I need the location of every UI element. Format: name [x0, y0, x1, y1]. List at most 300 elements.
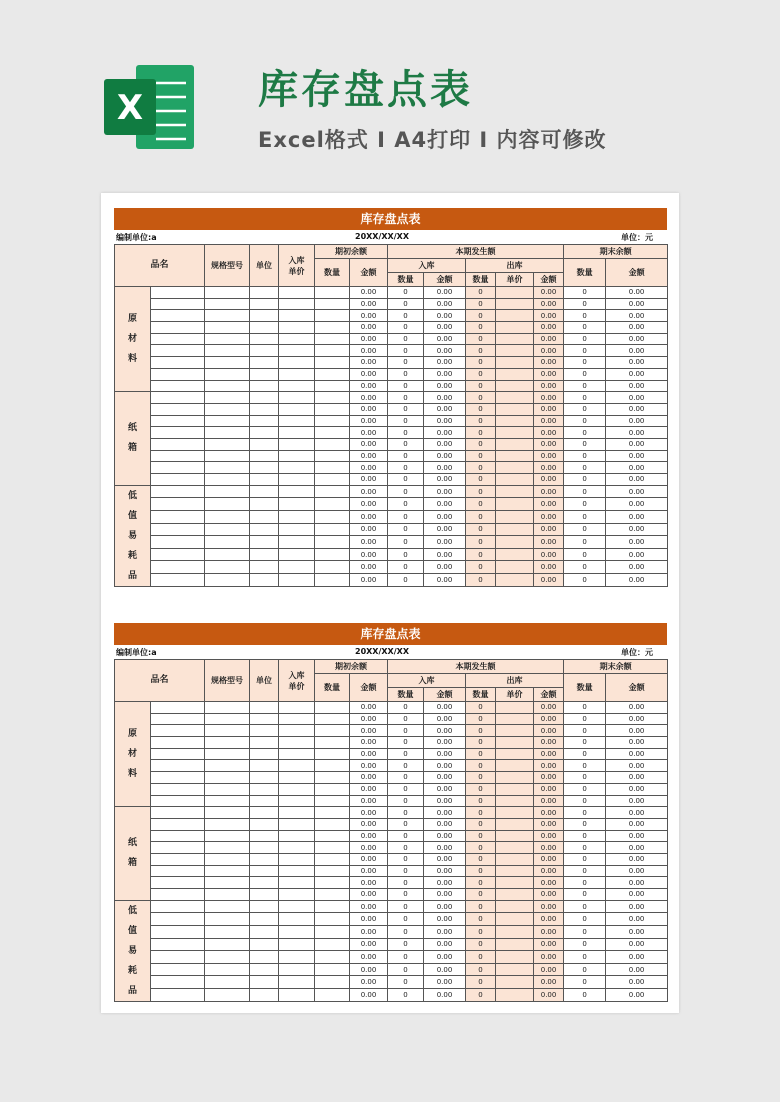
opening-qty-cell[interactable] — [315, 536, 350, 549]
value-cell[interactable]: 0.00 — [424, 561, 466, 574]
value-cell[interactable]: 0 — [564, 523, 606, 536]
value-cell[interactable]: 0.00 — [606, 392, 668, 404]
opening-qty-cell[interactable] — [315, 574, 350, 587]
value-cell[interactable]: 0 — [466, 925, 496, 938]
empty-cell[interactable] — [205, 963, 250, 976]
value-cell[interactable]: 0 — [564, 818, 606, 830]
value-cell[interactable]: 0.00 — [534, 368, 564, 380]
opening-qty-cell[interactable] — [315, 548, 350, 561]
value-cell[interactable]: 0.00 — [424, 450, 466, 462]
empty-cell[interactable] — [250, 783, 279, 795]
empty-cell[interactable] — [279, 925, 315, 938]
value-cell[interactable]: 0 — [388, 474, 424, 486]
empty-cell[interactable] — [250, 287, 279, 299]
empty-cell[interactable] — [151, 963, 205, 976]
empty-cell[interactable] — [250, 877, 279, 889]
value-cell[interactable]: 0.00 — [534, 510, 564, 523]
opening-qty-cell[interactable] — [315, 415, 350, 427]
empty-cell[interactable] — [279, 310, 315, 322]
empty-cell[interactable] — [205, 523, 250, 536]
empty-cell[interactable] — [250, 345, 279, 357]
value-cell[interactable]: 0.00 — [534, 951, 564, 964]
value-cell[interactable]: 0.00 — [424, 889, 466, 901]
out-price-cell[interactable] — [496, 403, 534, 415]
opening-qty-cell[interactable] — [315, 523, 350, 536]
opening-qty-cell[interactable] — [315, 818, 350, 830]
empty-cell[interactable] — [250, 938, 279, 951]
opening-qty-cell[interactable] — [315, 322, 350, 334]
value-cell[interactable]: 0.00 — [534, 783, 564, 795]
opening-qty-cell[interactable] — [315, 772, 350, 784]
opening-qty-cell[interactable] — [315, 462, 350, 474]
empty-cell[interactable] — [151, 795, 205, 807]
out-price-cell[interactable] — [496, 415, 534, 427]
opening-qty-cell[interactable] — [315, 450, 350, 462]
empty-cell[interactable] — [205, 938, 250, 951]
value-cell[interactable]: 0.00 — [534, 795, 564, 807]
value-cell[interactable]: 0.00 — [534, 818, 564, 830]
empty-cell[interactable] — [151, 485, 205, 498]
value-cell[interactable]: 0 — [466, 536, 496, 549]
empty-cell[interactable] — [205, 951, 250, 964]
empty-cell[interactable] — [250, 748, 279, 760]
value-cell[interactable]: 0 — [466, 438, 496, 450]
opening-qty-cell[interactable] — [315, 737, 350, 749]
value-cell[interactable]: 0 — [564, 403, 606, 415]
opening-qty-cell[interactable] — [315, 380, 350, 392]
value-cell[interactable]: 0 — [466, 345, 496, 357]
value-cell[interactable]: 0 — [564, 322, 606, 334]
value-cell[interactable]: 0 — [466, 737, 496, 749]
value-cell[interactable]: 0.00 — [534, 925, 564, 938]
value-cell[interactable]: 0 — [466, 877, 496, 889]
opening-qty-cell[interactable] — [315, 713, 350, 725]
value-cell[interactable]: 0.00 — [424, 807, 466, 819]
value-cell[interactable]: 0.00 — [424, 438, 466, 450]
out-price-cell[interactable] — [496, 713, 534, 725]
out-price-cell[interactable] — [496, 842, 534, 854]
value-cell[interactable]: 0.00 — [350, 474, 388, 486]
empty-cell[interactable] — [279, 889, 315, 901]
value-cell[interactable]: 0 — [564, 830, 606, 842]
empty-cell[interactable] — [250, 795, 279, 807]
value-cell[interactable]: 0 — [466, 795, 496, 807]
empty-cell[interactable] — [279, 510, 315, 523]
value-cell[interactable]: 0.00 — [350, 748, 388, 760]
value-cell[interactable]: 0.00 — [534, 415, 564, 427]
value-cell[interactable]: 0.00 — [534, 842, 564, 854]
value-cell[interactable]: 0.00 — [424, 989, 466, 1002]
empty-cell[interactable] — [205, 548, 250, 561]
value-cell[interactable]: 0.00 — [606, 380, 668, 392]
value-cell[interactable]: 0.00 — [424, 772, 466, 784]
value-cell[interactable]: 0 — [564, 498, 606, 511]
empty-cell[interactable] — [205, 403, 250, 415]
empty-cell[interactable] — [250, 403, 279, 415]
value-cell[interactable]: 0 — [466, 963, 496, 976]
empty-cell[interactable] — [205, 976, 250, 989]
value-cell[interactable]: 0.00 — [350, 783, 388, 795]
empty-cell[interactable] — [279, 368, 315, 380]
value-cell[interactable]: 0 — [564, 900, 606, 913]
empty-cell[interactable] — [279, 795, 315, 807]
value-cell[interactable]: 0 — [388, 403, 424, 415]
empty-cell[interactable] — [250, 415, 279, 427]
value-cell[interactable]: 0 — [466, 485, 496, 498]
out-price-cell[interactable] — [496, 438, 534, 450]
out-price-cell[interactable] — [496, 913, 534, 926]
value-cell[interactable]: 0 — [466, 702, 496, 714]
empty-cell[interactable] — [279, 963, 315, 976]
empty-cell[interactable] — [205, 415, 250, 427]
empty-cell[interactable] — [205, 925, 250, 938]
value-cell[interactable]: 0 — [466, 322, 496, 334]
value-cell[interactable]: 0.00 — [424, 877, 466, 889]
opening-qty-cell[interactable] — [315, 748, 350, 760]
empty-cell[interactable] — [279, 807, 315, 819]
empty-cell[interactable] — [250, 523, 279, 536]
opening-qty-cell[interactable] — [315, 298, 350, 310]
value-cell[interactable]: 0.00 — [424, 951, 466, 964]
empty-cell[interactable] — [205, 392, 250, 404]
value-cell[interactable]: 0 — [564, 357, 606, 369]
out-price-cell[interactable] — [496, 485, 534, 498]
value-cell[interactable]: 0 — [564, 462, 606, 474]
empty-cell[interactable] — [205, 842, 250, 854]
out-price-cell[interactable] — [496, 938, 534, 951]
empty-cell[interactable] — [279, 737, 315, 749]
value-cell[interactable]: 0.00 — [350, 523, 388, 536]
value-cell[interactable]: 0.00 — [424, 345, 466, 357]
out-price-cell[interactable] — [496, 772, 534, 784]
out-price-cell[interactable] — [496, 989, 534, 1002]
value-cell[interactable]: 0.00 — [534, 989, 564, 1002]
value-cell[interactable]: 0 — [388, 438, 424, 450]
value-cell[interactable]: 0.00 — [606, 298, 668, 310]
value-cell[interactable]: 0.00 — [606, 485, 668, 498]
value-cell[interactable]: 0.00 — [534, 561, 564, 574]
value-cell[interactable]: 0.00 — [424, 737, 466, 749]
value-cell[interactable]: 0 — [466, 842, 496, 854]
opening-qty-cell[interactable] — [315, 963, 350, 976]
value-cell[interactable]: 0.00 — [424, 523, 466, 536]
empty-cell[interactable] — [250, 842, 279, 854]
value-cell[interactable]: 0.00 — [424, 853, 466, 865]
value-cell[interactable]: 0 — [564, 976, 606, 989]
empty-cell[interactable] — [250, 462, 279, 474]
empty-cell[interactable] — [250, 702, 279, 714]
value-cell[interactable]: 0.00 — [424, 427, 466, 439]
empty-cell[interactable] — [151, 889, 205, 901]
value-cell[interactable]: 0.00 — [606, 938, 668, 951]
empty-cell[interactable] — [250, 298, 279, 310]
value-cell[interactable]: 0 — [466, 807, 496, 819]
value-cell[interactable]: 0 — [466, 783, 496, 795]
value-cell[interactable]: 0 — [466, 357, 496, 369]
value-cell[interactable]: 0.00 — [534, 900, 564, 913]
value-cell[interactable]: 0 — [388, 345, 424, 357]
value-cell[interactable]: 0.00 — [606, 702, 668, 714]
opening-qty-cell[interactable] — [315, 403, 350, 415]
empty-cell[interactable] — [279, 287, 315, 299]
out-price-cell[interactable] — [496, 357, 534, 369]
value-cell[interactable]: 0.00 — [424, 380, 466, 392]
empty-cell[interactable] — [151, 877, 205, 889]
value-cell[interactable]: 0.00 — [606, 561, 668, 574]
value-cell[interactable]: 0 — [388, 900, 424, 913]
value-cell[interactable]: 0.00 — [350, 925, 388, 938]
value-cell[interactable]: 0.00 — [424, 702, 466, 714]
value-cell[interactable]: 0 — [388, 287, 424, 299]
empty-cell[interactable] — [205, 574, 250, 587]
empty-cell[interactable] — [279, 725, 315, 737]
opening-qty-cell[interactable] — [315, 976, 350, 989]
opening-qty-cell[interactable] — [315, 485, 350, 498]
out-price-cell[interactable] — [496, 536, 534, 549]
value-cell[interactable]: 0.00 — [424, 298, 466, 310]
empty-cell[interactable] — [250, 574, 279, 587]
value-cell[interactable]: 0.00 — [534, 725, 564, 737]
value-cell[interactable]: 0.00 — [350, 403, 388, 415]
opening-qty-cell[interactable] — [315, 310, 350, 322]
value-cell[interactable]: 0.00 — [606, 357, 668, 369]
empty-cell[interactable] — [151, 368, 205, 380]
empty-cell[interactable] — [151, 561, 205, 574]
empty-cell[interactable] — [279, 951, 315, 964]
empty-cell[interactable] — [250, 865, 279, 877]
out-price-cell[interactable] — [496, 818, 534, 830]
value-cell[interactable]: 0.00 — [534, 976, 564, 989]
empty-cell[interactable] — [151, 310, 205, 322]
empty-cell[interactable] — [205, 795, 250, 807]
empty-cell[interactable] — [205, 427, 250, 439]
opening-qty-cell[interactable] — [315, 357, 350, 369]
out-price-cell[interactable] — [496, 963, 534, 976]
value-cell[interactable]: 0.00 — [424, 830, 466, 842]
empty-cell[interactable] — [205, 380, 250, 392]
opening-qty-cell[interactable] — [315, 702, 350, 714]
value-cell[interactable]: 0.00 — [606, 748, 668, 760]
value-cell[interactable]: 0.00 — [350, 462, 388, 474]
empty-cell[interactable] — [279, 450, 315, 462]
value-cell[interactable]: 0.00 — [350, 865, 388, 877]
value-cell[interactable]: 0 — [466, 368, 496, 380]
out-price-cell[interactable] — [496, 427, 534, 439]
empty-cell[interactable] — [250, 561, 279, 574]
value-cell[interactable]: 0.00 — [534, 485, 564, 498]
empty-cell[interactable] — [279, 760, 315, 772]
value-cell[interactable]: 0.00 — [350, 818, 388, 830]
value-cell[interactable]: 0.00 — [534, 748, 564, 760]
value-cell[interactable]: 0 — [564, 925, 606, 938]
value-cell[interactable]: 0.00 — [534, 807, 564, 819]
empty-cell[interactable] — [279, 818, 315, 830]
value-cell[interactable]: 0.00 — [534, 345, 564, 357]
value-cell[interactable]: 0 — [564, 298, 606, 310]
empty-cell[interactable] — [151, 853, 205, 865]
value-cell[interactable]: 0.00 — [534, 737, 564, 749]
opening-qty-cell[interactable] — [315, 725, 350, 737]
empty-cell[interactable] — [205, 561, 250, 574]
value-cell[interactable]: 0 — [388, 415, 424, 427]
out-price-cell[interactable] — [496, 322, 534, 334]
value-cell[interactable]: 0.00 — [350, 485, 388, 498]
empty-cell[interactable] — [279, 574, 315, 587]
value-cell[interactable]: 0 — [388, 485, 424, 498]
value-cell[interactable]: 0.00 — [534, 913, 564, 926]
out-price-cell[interactable] — [496, 380, 534, 392]
value-cell[interactable]: 0 — [564, 889, 606, 901]
opening-qty-cell[interactable] — [315, 474, 350, 486]
value-cell[interactable]: 0 — [466, 523, 496, 536]
out-price-cell[interactable] — [496, 807, 534, 819]
empty-cell[interactable] — [205, 510, 250, 523]
value-cell[interactable]: 0 — [388, 523, 424, 536]
opening-qty-cell[interactable] — [315, 913, 350, 926]
out-price-cell[interactable] — [496, 561, 534, 574]
empty-cell[interactable] — [151, 842, 205, 854]
value-cell[interactable]: 0 — [564, 368, 606, 380]
value-cell[interactable]: 0.00 — [350, 807, 388, 819]
empty-cell[interactable] — [151, 427, 205, 439]
empty-cell[interactable] — [279, 748, 315, 760]
empty-cell[interactable] — [205, 737, 250, 749]
value-cell[interactable]: 0.00 — [350, 357, 388, 369]
empty-cell[interactable] — [250, 548, 279, 561]
value-cell[interactable]: 0 — [388, 807, 424, 819]
value-cell[interactable]: 0.00 — [350, 938, 388, 951]
empty-cell[interactable] — [151, 357, 205, 369]
value-cell[interactable]: 0.00 — [350, 951, 388, 964]
value-cell[interactable]: 0.00 — [606, 450, 668, 462]
value-cell[interactable]: 0 — [564, 807, 606, 819]
empty-cell[interactable] — [250, 913, 279, 926]
value-cell[interactable]: 0 — [466, 333, 496, 345]
empty-cell[interactable] — [205, 830, 250, 842]
out-price-cell[interactable] — [496, 865, 534, 877]
out-price-cell[interactable] — [496, 900, 534, 913]
empty-cell[interactable] — [250, 510, 279, 523]
opening-qty-cell[interactable] — [315, 853, 350, 865]
value-cell[interactable]: 0.00 — [606, 333, 668, 345]
opening-qty-cell[interactable] — [315, 877, 350, 889]
value-cell[interactable]: 0.00 — [424, 510, 466, 523]
out-price-cell[interactable] — [496, 783, 534, 795]
value-cell[interactable]: 0 — [466, 772, 496, 784]
value-cell[interactable]: 0.00 — [534, 357, 564, 369]
value-cell[interactable]: 0 — [388, 725, 424, 737]
opening-qty-cell[interactable] — [315, 989, 350, 1002]
value-cell[interactable]: 0.00 — [350, 574, 388, 587]
opening-qty-cell[interactable] — [315, 900, 350, 913]
empty-cell[interactable] — [279, 498, 315, 511]
empty-cell[interactable] — [205, 345, 250, 357]
value-cell[interactable]: 0.00 — [424, 333, 466, 345]
value-cell[interactable]: 0.00 — [350, 830, 388, 842]
value-cell[interactable]: 0 — [564, 963, 606, 976]
value-cell[interactable]: 0.00 — [606, 438, 668, 450]
empty-cell[interactable] — [151, 536, 205, 549]
value-cell[interactable]: 0 — [388, 462, 424, 474]
out-price-cell[interactable] — [496, 877, 534, 889]
value-cell[interactable]: 0 — [466, 760, 496, 772]
value-cell[interactable]: 0.00 — [606, 737, 668, 749]
value-cell[interactable]: 0 — [466, 853, 496, 865]
empty-cell[interactable] — [205, 818, 250, 830]
value-cell[interactable]: 0.00 — [350, 889, 388, 901]
empty-cell[interactable] — [205, 900, 250, 913]
value-cell[interactable]: 0.00 — [350, 561, 388, 574]
value-cell[interactable]: 0 — [564, 737, 606, 749]
value-cell[interactable]: 0.00 — [606, 523, 668, 536]
empty-cell[interactable] — [279, 485, 315, 498]
opening-qty-cell[interactable] — [315, 795, 350, 807]
out-price-cell[interactable] — [496, 574, 534, 587]
out-price-cell[interactable] — [496, 748, 534, 760]
value-cell[interactable]: 0 — [466, 450, 496, 462]
value-cell[interactable]: 0 — [466, 889, 496, 901]
value-cell[interactable]: 0 — [388, 976, 424, 989]
value-cell[interactable]: 0.00 — [350, 287, 388, 299]
empty-cell[interactable] — [151, 951, 205, 964]
value-cell[interactable]: 0.00 — [350, 900, 388, 913]
empty-cell[interactable] — [205, 536, 250, 549]
value-cell[interactable]: 0 — [564, 713, 606, 725]
empty-cell[interactable] — [250, 760, 279, 772]
value-cell[interactable]: 0 — [564, 748, 606, 760]
value-cell[interactable]: 0.00 — [606, 415, 668, 427]
value-cell[interactable]: 0.00 — [534, 830, 564, 842]
value-cell[interactable]: 0.00 — [606, 548, 668, 561]
value-cell[interactable]: 0.00 — [606, 536, 668, 549]
empty-cell[interactable] — [205, 783, 250, 795]
empty-cell[interactable] — [205, 877, 250, 889]
empty-cell[interactable] — [279, 853, 315, 865]
value-cell[interactable]: 0.00 — [424, 462, 466, 474]
value-cell[interactable]: 0.00 — [350, 450, 388, 462]
value-cell[interactable]: 0.00 — [424, 287, 466, 299]
value-cell[interactable]: 0.00 — [350, 976, 388, 989]
value-cell[interactable]: 0.00 — [424, 474, 466, 486]
opening-qty-cell[interactable] — [315, 427, 350, 439]
value-cell[interactable]: 0 — [388, 498, 424, 511]
value-cell[interactable]: 0 — [564, 725, 606, 737]
value-cell[interactable]: 0 — [388, 380, 424, 392]
out-price-cell[interactable] — [496, 333, 534, 345]
empty-cell[interactable] — [205, 702, 250, 714]
opening-qty-cell[interactable] — [315, 760, 350, 772]
value-cell[interactable]: 0.00 — [424, 748, 466, 760]
empty-cell[interactable] — [279, 392, 315, 404]
out-price-cell[interactable] — [496, 462, 534, 474]
empty-cell[interactable] — [250, 357, 279, 369]
out-price-cell[interactable] — [496, 795, 534, 807]
value-cell[interactable]: 0 — [466, 574, 496, 587]
value-cell[interactable]: 0.00 — [424, 900, 466, 913]
opening-qty-cell[interactable] — [315, 510, 350, 523]
value-cell[interactable]: 0.00 — [606, 713, 668, 725]
empty-cell[interactable] — [250, 713, 279, 725]
out-price-cell[interactable] — [496, 976, 534, 989]
empty-cell[interactable] — [151, 392, 205, 404]
empty-cell[interactable] — [250, 450, 279, 462]
empty-cell[interactable] — [279, 989, 315, 1002]
value-cell[interactable]: 0 — [564, 842, 606, 854]
value-cell[interactable]: 0.00 — [606, 287, 668, 299]
value-cell[interactable]: 0 — [388, 783, 424, 795]
out-price-cell[interactable] — [496, 298, 534, 310]
value-cell[interactable]: 0.00 — [424, 713, 466, 725]
